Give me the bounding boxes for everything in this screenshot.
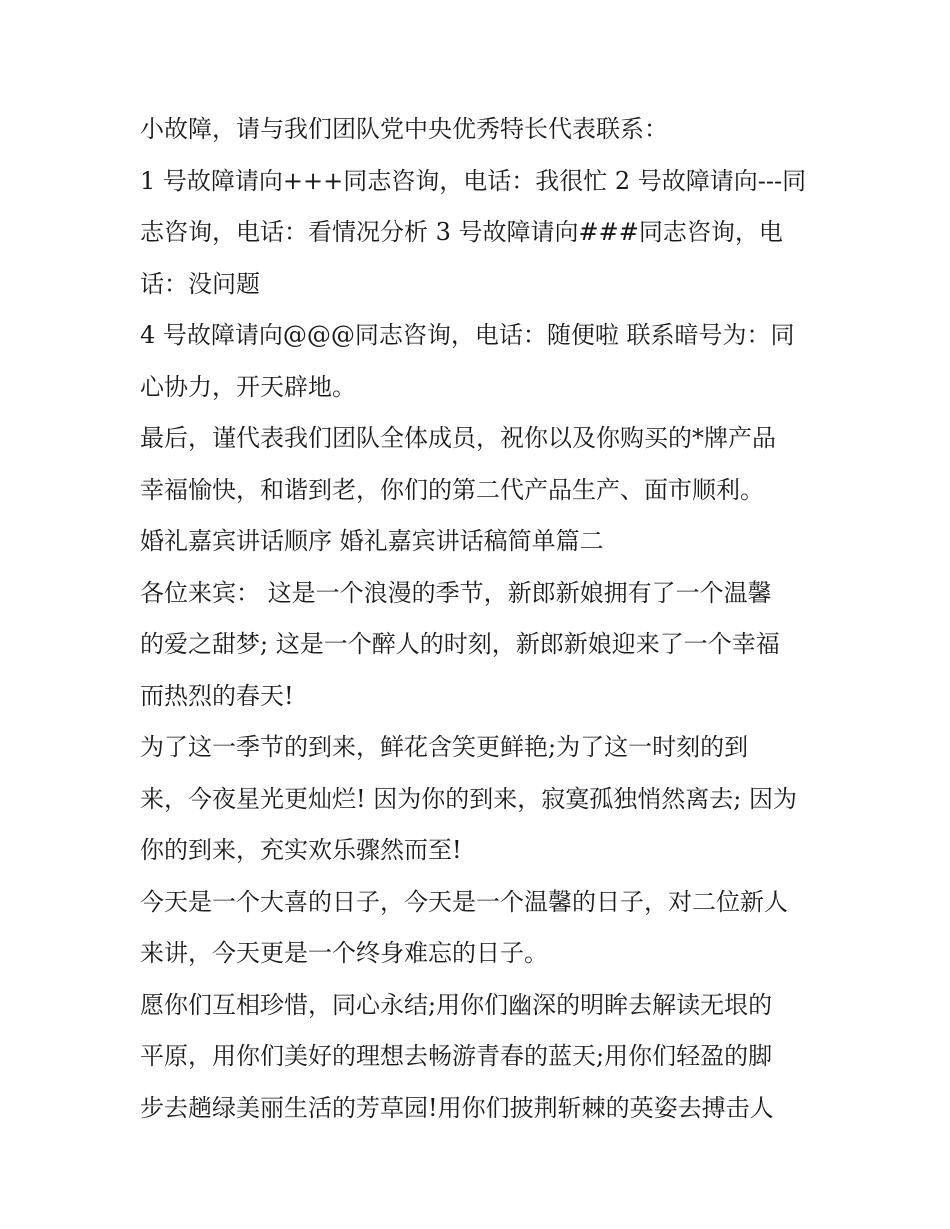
text-line: 话：没问题 xyxy=(140,269,260,298)
text-line: 愿你们互相珍惜，同心永结;用你们幽深的明眸去解读无垠的 xyxy=(140,990,773,1019)
text-line: 4 号故障请向@@@同志咨询，电话：随便啦 联系暗号为：同 xyxy=(140,321,795,349)
document-body xyxy=(140,104,830,1134)
text-line: 心协力，开天辟地。 xyxy=(140,372,356,401)
text-line: 小故障，请与我们团队党中央优秀特长代表联系： xyxy=(140,115,668,143)
text-line: 今天是一个大喜的日子，今天是一个温馨的日子，对二位新人 xyxy=(140,887,788,916)
text-line: 平原，用你们美好的理想去畅游青春的蓝天;用你们轻盈的脚 xyxy=(140,1042,773,1070)
text-line: 1 号故障请向+++同志咨询，电话：我很忙 2 号故障请向---同 xyxy=(140,166,807,195)
text-line: 志咨询，电话：看情况分析 3 号故障请向###同志咨询，电 xyxy=(140,218,783,246)
text-line: 来，今夜星光更灿烂! 因为你的到来，寂寞孤独悄然离去; 因为 xyxy=(140,784,797,813)
text-line: 你的到来，充实欢乐骤然而至! xyxy=(140,836,462,864)
text-line: 为了这一季节的到来，鲜花含笑更鲜艳;为了这一时刻的到 xyxy=(140,733,749,761)
text-line: 而热烈的春天! xyxy=(140,681,294,710)
text-line: 最后，谨代表我们团队全体成员，祝你以及你购买的*牌产品 xyxy=(140,424,776,452)
text-line: 步去趟绿美丽生活的芳草园!用你们披荆斩棘的英姿去搏击人 xyxy=(140,1093,774,1122)
section-heading: 婚礼嘉宾讲话顺序 婚礼嘉宾讲话稿简单篇二 xyxy=(140,527,604,555)
text-line: 各位来宾： 这是一个浪漫的季节，新郎新娘拥有了一个温馨 xyxy=(140,578,772,607)
text-line: 来讲，今天更是一个终身难忘的日子。 xyxy=(140,939,548,967)
text-line: 的爱之甜梦; 这是一个醉人的时刻，新郎新娘迎来了一个幸福 xyxy=(140,630,780,658)
text-line: 幸福愉快，和谐到老，你们的第二代产品生产、面市顺利。 xyxy=(140,475,764,504)
